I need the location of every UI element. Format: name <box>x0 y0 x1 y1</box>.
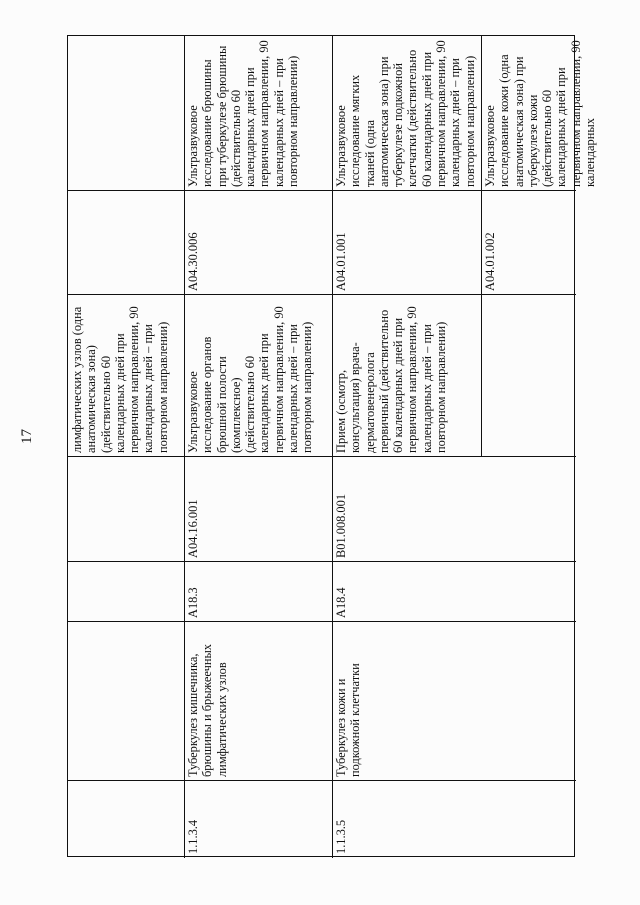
continuation-service-cell <box>68 295 184 457</box>
row-number: 1.1.3.4 <box>186 819 200 854</box>
row-2-code3-cell <box>481 191 576 295</box>
services-table <box>67 35 598 857</box>
row-2-empty-cell <box>481 295 576 457</box>
service-description: Ультразвуковое исследование органов брюшной полости (комплексное) (действительно 60 календарных дней при первичном направлении, 90 календарных дней – при повторном направлении) <box>186 306 315 453</box>
row-2-service1-cell <box>332 295 481 457</box>
service-description: Ультразвуковое исследование мягких тканей (одна анатомическая зона) при туберкулезе подкожной клетчатки (действительно 60 календарных дней при первичном направлении, 90 календарных дней – при повторном направлении) <box>334 40 477 187</box>
service-code: A04.30.006 <box>186 232 200 291</box>
row-2-code1-cell <box>332 457 576 562</box>
services-table-rotated <box>68 36 598 858</box>
service-description: Ультразвуковое исследование кожи (одна анатомическая зона) при туберкулезе кожи (действительно 60 календарных дней при первичном направлении, 90 календарных <box>483 40 598 187</box>
row-number: 1.1.3.5 <box>334 819 348 854</box>
row-2-number-cell <box>332 781 576 858</box>
service-description: Ультразвуковое исследование брюшины при туберкулезе брюшины (действительно 60 календарных дней при первичном направлении, 90 календарных дней – при повторном направлении) <box>186 40 301 187</box>
row-1-icd-cell <box>184 562 332 622</box>
row-1-code1-cell <box>184 457 332 562</box>
row-2-service2-cell <box>332 36 481 191</box>
row-2-icd-cell <box>332 562 576 622</box>
row-1-service2-cell <box>184 36 332 191</box>
icd-code: A18.3 <box>186 587 200 618</box>
service-code: A04.01.001 <box>334 232 348 291</box>
row-2-disease-cell <box>332 622 576 781</box>
row-1-number-cell <box>184 781 332 858</box>
service-code: A04.01.002 <box>483 232 497 291</box>
service-description: Прием (осмотр, консультация) врача-дерматовенеролога первичный (действительно 60 календарных дней при первичном направлении, 90 календарных дней – при повторном направлении) <box>334 306 449 453</box>
icd-code: A18.4 <box>334 587 348 618</box>
row-1-disease-cell <box>184 622 332 781</box>
continuation-service-text: лимфатических узлов (одна анатомическая зона) (действительно 60 календарных дней при первичном направлении, 90 календарных дней – при повторном направлении) <box>70 306 170 453</box>
service-code: A04.16.001 <box>186 499 200 558</box>
row-2-service3-cell <box>481 36 598 191</box>
disease-name: Туберкулез кожи и подкожной клетчатки <box>334 663 363 777</box>
row-1-service1-cell <box>184 295 332 457</box>
disease-name: Туберкулез кишечника, брюшины и брыжеечных лимфатических узлов <box>186 643 229 777</box>
row-1-code2-cell <box>184 191 332 295</box>
row-2-code2-cell <box>332 191 481 295</box>
page-number: 17 <box>19 429 35 444</box>
service-code: B01.008.001 <box>334 493 348 558</box>
